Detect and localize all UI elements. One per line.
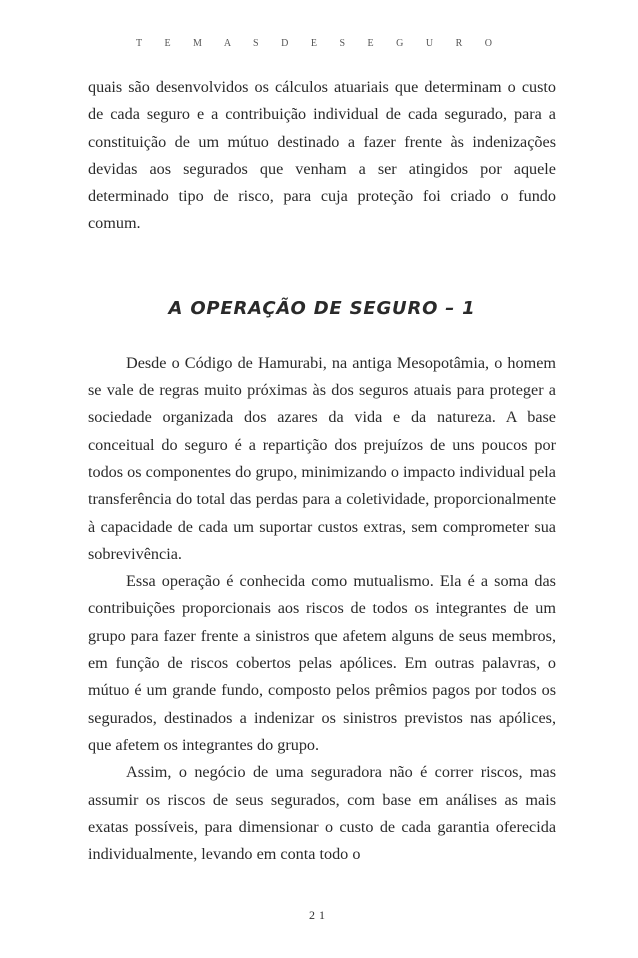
page-number: 21 [309, 908, 329, 922]
paragraph-mutualismo: Essa operação é conhecida como mutualismo. Ela é a soma das contribuições proporcionais aos riscos de todos os integrantes de um grupo para fazer frente a sinistros que afetem alguns de seus membros, em função de riscos cobertos pelas apólices. Em outras palavras, o mútuo é um grande fundo, composto pelos prêmios pagos por todos os segurados, destinados a indenizar os sinistros previstos nas apólices, que afetem os integrantes do grupo. [88, 572, 556, 754]
running-head: T E M A S D E S E G U R O [136, 38, 502, 49]
paragraph-continuation: quais são desenvolvidos os cálculos atuariais que determinam o custo de cada seguro e a contribuição individual de cada segurado, para a constituição de um mútuo destinado a fazer frente às indenizações devidas aos segurados que venham a ser atingidos por aquele determinado tipo de risco, para cuja proteção foi criado o fundo comum. [88, 78, 556, 233]
paragraph-seguradora: Assim, o negócio de uma seguradora não é correr riscos, mas assumir os riscos de seus segurados, com base em análises as mais exatas possíveis, para dimensionar o custo de cada garantia oferecida individualmente, levando em conta todo o [88, 763, 556, 864]
page-body [88, 74, 556, 868]
paragraph-hamurabi: Desde o Código de Hamurabi, na antiga Mesopotâmia, o homem se vale de regras muito próximas às dos seguros atuais para proteger a sociedade organizada dos azares da vida e da natureza. A base conceitual do seguro é a repartição dos prejuízos de uns poucos por todos os componentes do grupo, minimizando o impacto individual pela transferência do total das perdas para a coletividade, proporcionalmente à capacidade de cada um suportar custos extras, sem comprometer sua sobrevivência. [88, 353, 556, 563]
section-title: A OPERAÇÃO DE SEGURO – 1 [168, 297, 476, 319]
